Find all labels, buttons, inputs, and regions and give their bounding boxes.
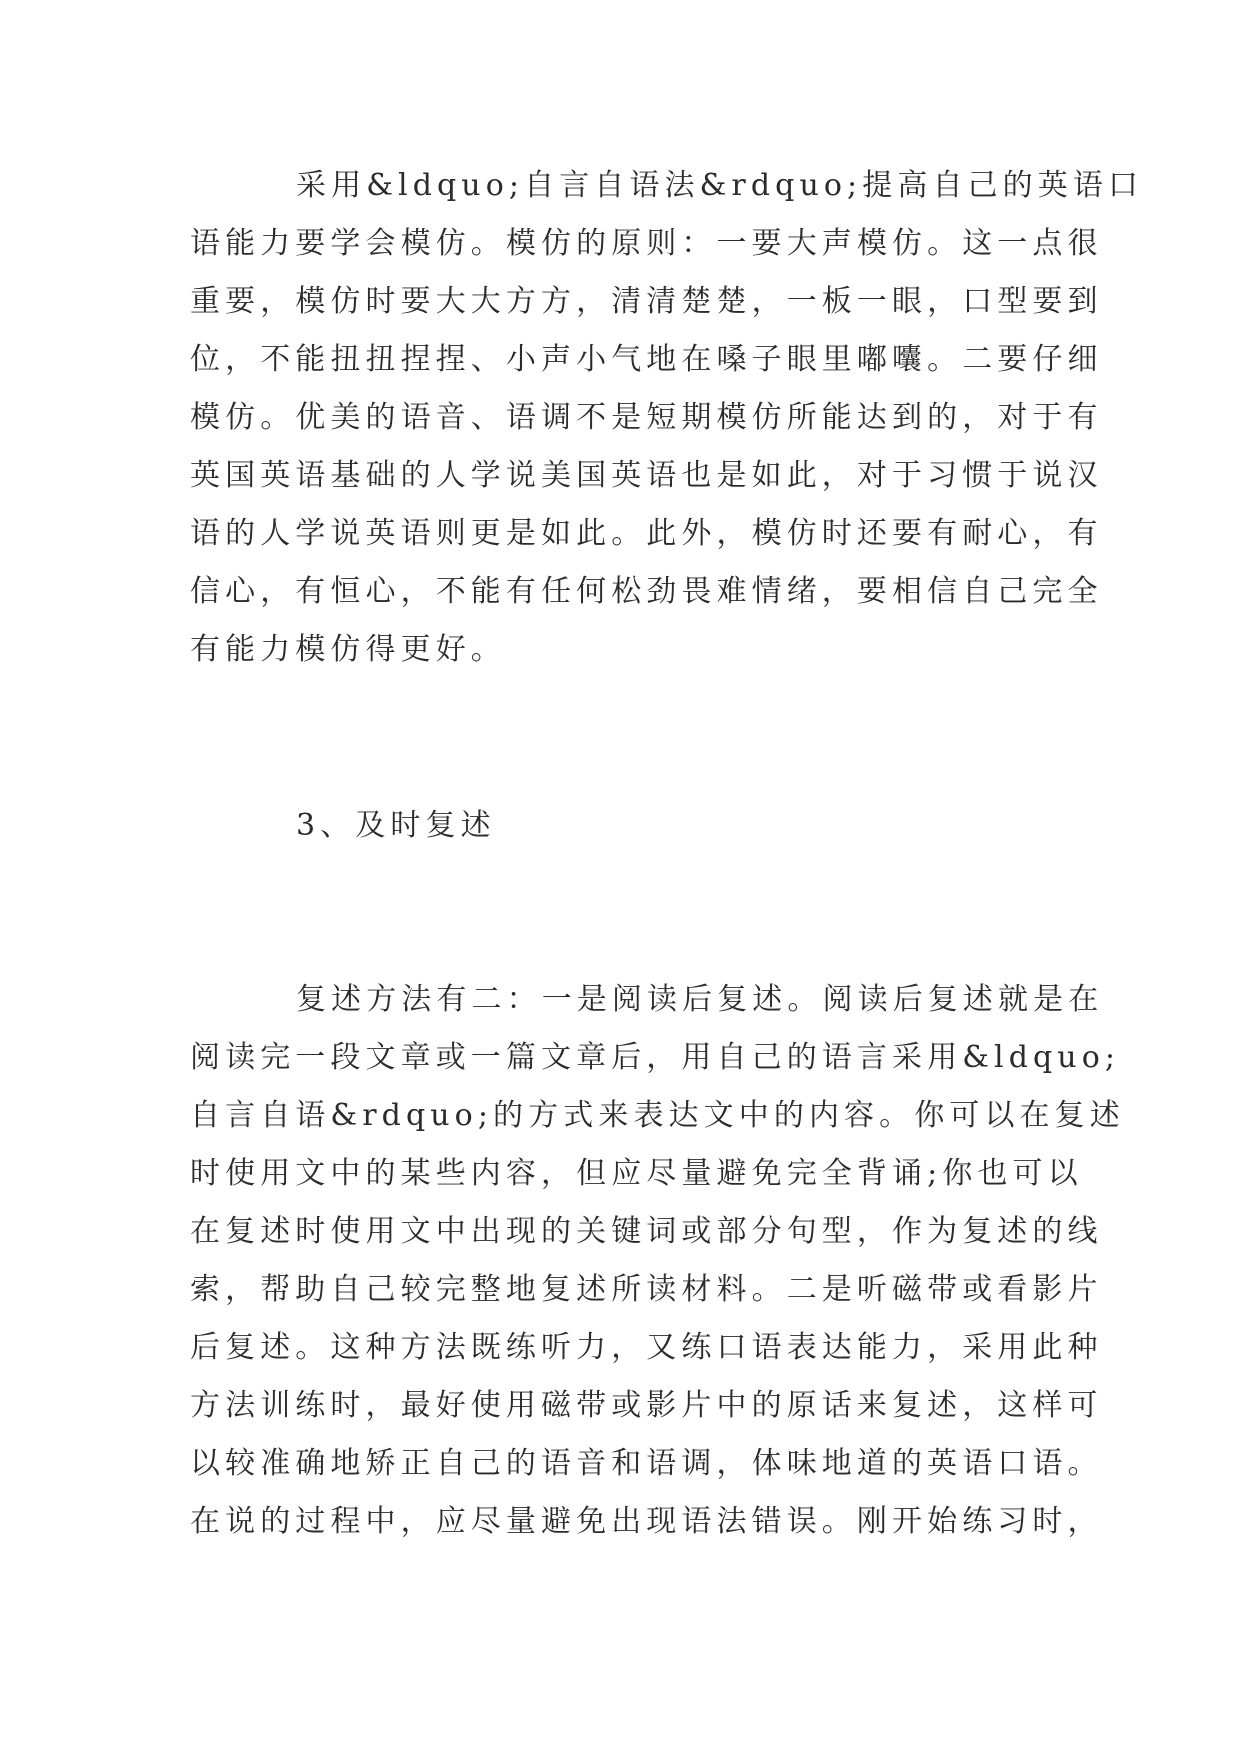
paragraph-line: 语的人学说英语则更是如此。此外，模仿时还要有耐心，有 [190, 516, 1103, 551]
paragraph-line: 在说的过程中，应尽量避免出现语法错误。刚开始练习时， [190, 1504, 1103, 1539]
paragraph-line: 自言自语&rdquo;的方式来表达文中的内容。你可以在复述 [190, 1098, 1125, 1133]
paragraph-line: 后复述。这种方法既练听力，又练口语表达能力，采用此种 [190, 1330, 1103, 1365]
paragraph-line: 索，帮助自己较完整地复述所读材料。二是听磁带或看影片 [190, 1272, 1103, 1307]
paragraph-line: 语能力要学会模仿。模仿的原则：一要大声模仿。这一点很 [190, 226, 1103, 261]
paragraph-line: 方法训练时，最好使用磁带或影片中的原话来复述，这样可 [190, 1388, 1103, 1423]
paragraph-line: 以较准确地矫正自己的语音和语调，体味地道的英语口语。 [190, 1446, 1103, 1481]
paragraph-line: 有能力模仿得更好。 [190, 632, 506, 667]
paragraph-line: 采用&ldquo;自言自语法&rdquo;提高自己的英语口 [296, 168, 1144, 203]
section-heading: 3、及时复述 [296, 808, 496, 843]
paragraph-line: 信心，有恒心，不能有任何松劲畏难情绪，要相信自己完全 [190, 574, 1103, 609]
paragraph-line: 英国英语基础的人学说美国英语也是如此，对于习惯于说汉 [190, 458, 1103, 493]
paragraph-line: 模仿。优美的语音、语调不是短期模仿所能达到的，对于有 [190, 400, 1103, 435]
paragraph-line: 时使用文中的某些内容，但应尽量避免完全背诵;你也可以 [190, 1156, 1083, 1191]
paragraph-line: 重要，模仿时要大大方方，清清楚楚，一板一眼，口型要到 [190, 284, 1103, 319]
paragraph-line: 复述方法有二：一是阅读后复述。阅读后复述就是在 [296, 982, 1104, 1017]
paragraph-line: 在复述时使用文中出现的关键词或部分句型，作为复述的线 [190, 1214, 1103, 1249]
paragraph-line: 阅读完一段文章或一篇文章后，用自己的语言采用&ldquo; [190, 1040, 1121, 1075]
paragraph-line: 位，不能扭扭捏捏、小声小气地在嗓子眼里嘟囔。二要仔细 [190, 342, 1103, 377]
